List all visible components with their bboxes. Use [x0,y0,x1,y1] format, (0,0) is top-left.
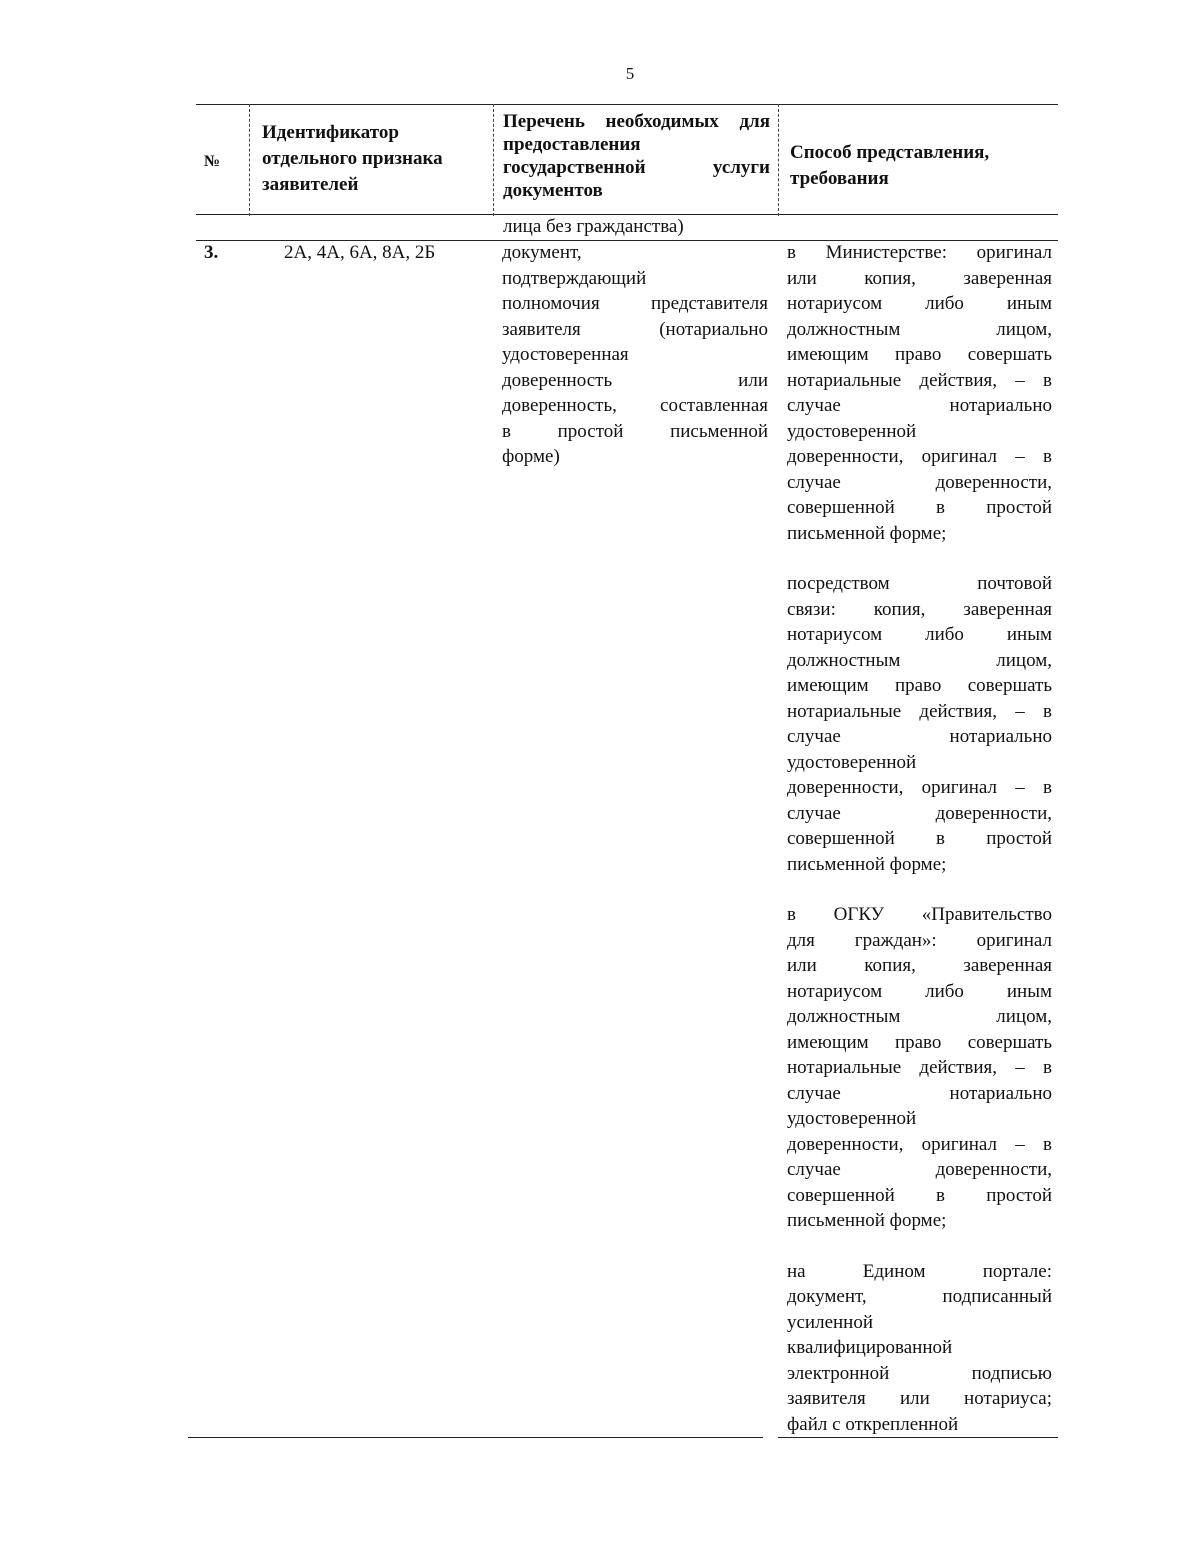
method-line: должностным лицом, [787,318,1052,340]
paragraph-spacer [787,877,1052,902]
method-line: имеющим право совершать [787,1031,1052,1053]
method-line: нотариусом либо иным [787,624,1052,645]
method-line: доверенности, оригинал – в [787,446,1052,467]
carry-over-text: лица без гражданства) [503,216,684,237]
method-line: квалифицированной [787,1337,953,1358]
method-line: должностным лицом, [787,1006,1052,1027]
method-line: посредством почтовой [787,573,1052,594]
method-line: для граждан»: оригинал [787,929,1052,951]
method-line: доверенности, оригинал – в [787,777,1052,798]
column-divider-2 [493,104,494,216]
method-line: письменной форме; [787,1210,947,1231]
method-line: совершенной в простой [787,497,1052,518]
method-line: имеющим право совершать [787,344,1052,365]
method-line: случае доверенности, [787,1159,1052,1180]
method-line: электронной подписью [787,1362,1052,1384]
method-line: заявителя или нотариуса; [787,1388,1052,1409]
document-line: документ, [502,242,582,263]
column-divider-3 [778,104,779,216]
row-document-cell [502,240,768,470]
header-documents-text: Перечень необходимых для предоставления государственной услуги документов [503,111,770,201]
document-line: полномочия представителя [502,293,768,314]
method-line: письменной форме; [787,522,947,544]
method-line: удостоверенной [787,420,917,442]
header-identifier: Идентификатор отдельного признака заявителей [262,122,443,195]
column-divider-1 [249,104,250,216]
method-line: совершенной в простой [787,1184,1052,1206]
document-line: подтверждающий [502,267,647,289]
method-line: на Едином портале: [787,1260,1052,1282]
method-line: нотариусом либо иным [787,980,1052,1002]
page-number: 5 [625,64,635,83]
method-line: нотариальные действия, – в [787,1057,1052,1078]
row-number: 3. [204,242,219,263]
document-line: заявителя (нотариально [502,318,768,340]
table-top-border [196,104,1058,105]
method-paragraph [787,902,1052,1234]
method-line: случае нотариально [787,726,1052,747]
document-line: форме) [502,446,560,467]
method-line: в Министерстве: оригинал [787,242,1052,263]
method-line: доверенности, оригинал – в [787,1133,1052,1155]
table-bottom-border [188,1437,763,1438]
header-documents [503,110,770,202]
method-line: или копия, заверенная [787,267,1052,289]
method-line: нотариусом либо иным [787,293,1052,314]
method-line: случае нотариально [787,1082,1052,1104]
header-method: Способ представления, требования [790,142,990,189]
method-paragraph [787,1259,1052,1438]
method-line: случае доверенности, [787,802,1052,824]
method-line: в ОГКУ «Правительство [787,904,1052,925]
method-line: или копия, заверенная [787,955,1052,976]
method-line: удостоверенной [787,1108,917,1129]
method-line: удостоверенной [787,751,917,773]
method-line: случае нотариально [787,395,1052,416]
method-line: письменной форме; [787,853,947,875]
method-line: совершенной в простой [787,828,1052,849]
document-line: в простой письменной [502,420,768,442]
method-line: нотариальные действия, – в [787,700,1052,722]
method-line: нотариальные действия, – в [787,369,1052,391]
document-line: доверенность, составленная [502,395,768,416]
paragraph-spacer [787,1234,1052,1259]
document-line: удостоверенная [502,344,629,365]
method-line: случае доверенности, [787,471,1052,493]
header-number: № [204,153,221,170]
method-line: имеющим право совершать [787,675,1052,696]
method-line: файл с открепленной [787,1413,959,1435]
table-bottom-border-right [778,1437,1058,1438]
method-line: должностным лицом, [787,649,1052,671]
row-method-cell [787,240,1052,1437]
paragraph-spacer [787,546,1052,571]
row-identifier: 2А, 4А, 6А, 8А, 2Б [284,242,436,263]
method-paragraph [787,240,1052,546]
document-line: доверенность или [502,369,768,391]
method-line: связи: копия, заверенная [787,598,1052,620]
method-line: документ, подписанный [787,1286,1052,1307]
method-paragraph [787,571,1052,877]
method-line: усиленной [787,1311,874,1333]
